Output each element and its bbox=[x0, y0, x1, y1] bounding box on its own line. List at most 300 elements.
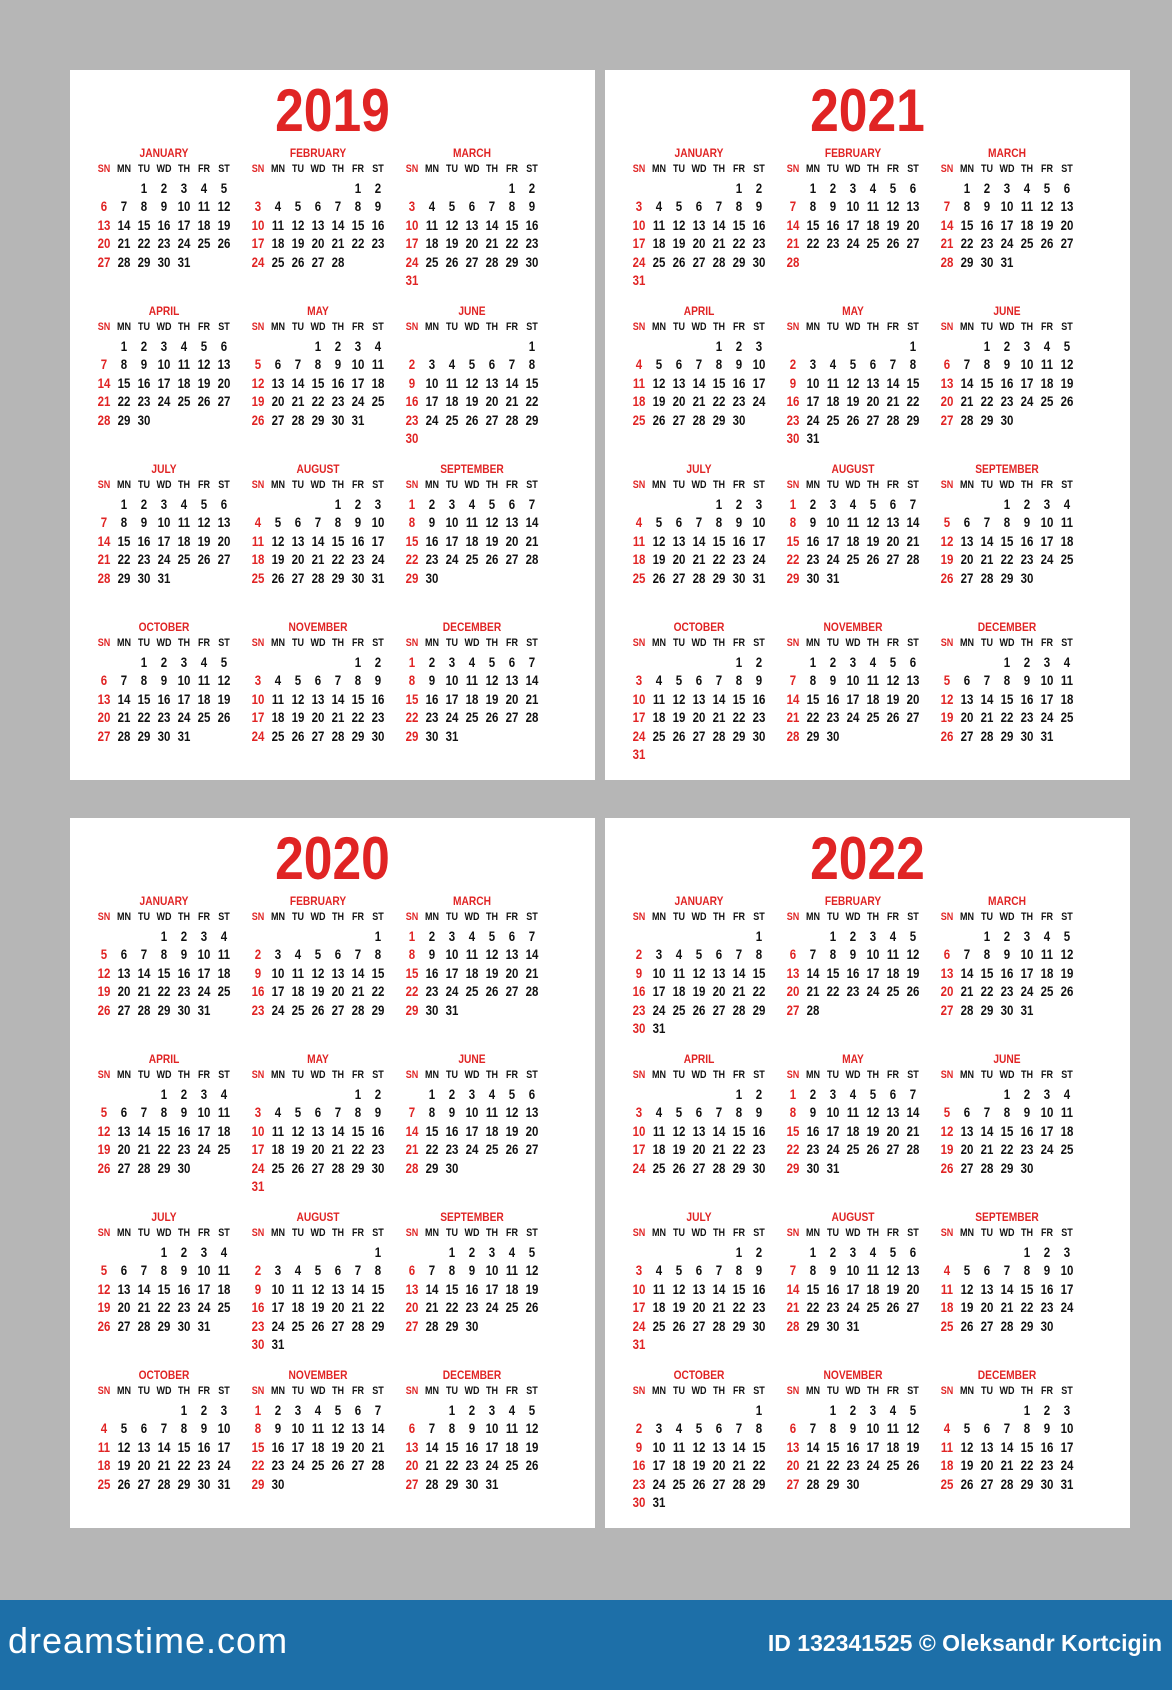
day-number: 17 bbox=[271, 983, 285, 999]
day-number: 9 bbox=[1023, 672, 1031, 688]
week-row bbox=[937, 1298, 1077, 1317]
day-number: 27 bbox=[485, 411, 499, 428]
day-number: 15 bbox=[732, 1122, 746, 1139]
month-block bbox=[248, 1368, 388, 1526]
weekday-label: ST bbox=[1061, 637, 1073, 649]
day-number: 29 bbox=[251, 1475, 265, 1492]
weekday-label: FR bbox=[351, 1069, 365, 1081]
weekday-label: ST bbox=[218, 1227, 230, 1239]
day-number: 7 bbox=[334, 672, 342, 688]
month-block bbox=[402, 1052, 542, 1210]
month-block bbox=[937, 620, 1077, 778]
day-number: 25 bbox=[1020, 235, 1034, 251]
day-number: 9 bbox=[428, 672, 436, 688]
day-number: 26 bbox=[960, 1475, 974, 1492]
week-row bbox=[94, 927, 234, 946]
day-number: 7 bbox=[488, 198, 496, 214]
day-number: 17 bbox=[1060, 1280, 1074, 1297]
empty-cell bbox=[651, 1243, 667, 1262]
day-number: 6 bbox=[695, 1104, 703, 1120]
day-number: 18 bbox=[672, 983, 686, 999]
day-number: 4 bbox=[635, 356, 643, 372]
day-number: 18 bbox=[866, 216, 880, 233]
day-number: 16 bbox=[826, 1280, 840, 1297]
week-row bbox=[94, 216, 234, 235]
empty-cell bbox=[424, 1401, 440, 1420]
day-number: 23 bbox=[177, 983, 191, 999]
day-number: 20 bbox=[351, 1438, 365, 1455]
day-number: 13 bbox=[712, 964, 726, 981]
day-number: 4 bbox=[869, 179, 877, 196]
day-number: 21 bbox=[886, 393, 900, 409]
weekday-label: TH bbox=[866, 911, 880, 923]
day-number: 16 bbox=[465, 1438, 479, 1455]
week-row bbox=[937, 671, 1077, 690]
day-number: 23 bbox=[1020, 709, 1034, 725]
empty-cell bbox=[631, 495, 647, 514]
day-number: 28 bbox=[712, 253, 726, 270]
day-number: 4 bbox=[675, 946, 683, 962]
day-number: 22 bbox=[445, 1457, 459, 1473]
day-number: 12 bbox=[197, 514, 211, 530]
day-number: 2 bbox=[180, 927, 188, 944]
day-number: 19 bbox=[960, 1457, 974, 1473]
day-number: 3 bbox=[160, 337, 168, 354]
day-number: 23 bbox=[732, 551, 746, 567]
day-number: 23 bbox=[465, 1299, 479, 1315]
day-number: 17 bbox=[217, 1438, 231, 1455]
weekday-label: SN bbox=[97, 163, 111, 175]
day-number: 30 bbox=[1020, 727, 1034, 744]
day-number: 25 bbox=[652, 1159, 666, 1176]
day-number: 20 bbox=[117, 983, 131, 999]
day-number: 6 bbox=[334, 1262, 342, 1278]
empty-cell bbox=[939, 179, 955, 198]
empty-cell bbox=[671, 1085, 687, 1104]
day-number: 20 bbox=[331, 1299, 345, 1315]
day-number: 6 bbox=[1063, 179, 1071, 196]
day-number: 6 bbox=[220, 495, 228, 512]
empty-cell bbox=[939, 1085, 955, 1104]
day-number: 21 bbox=[712, 235, 726, 251]
week-row bbox=[783, 1261, 923, 1280]
week-row bbox=[94, 253, 234, 272]
day-number: 30 bbox=[271, 1475, 285, 1492]
weekday-label: WD bbox=[310, 163, 326, 175]
day-number: 19 bbox=[1040, 216, 1054, 233]
day-number: 1 bbox=[528, 337, 536, 354]
day-number: 20 bbox=[1060, 216, 1074, 233]
day-number: 27 bbox=[786, 1475, 800, 1492]
weekday-label: WD bbox=[464, 1069, 480, 1081]
day-number: 9 bbox=[829, 198, 837, 214]
day-number: 15 bbox=[311, 374, 325, 391]
empty-cell bbox=[671, 653, 687, 672]
weekday-label: TH bbox=[485, 1227, 499, 1239]
weekday-label: TH bbox=[177, 1227, 191, 1239]
day-number: 13 bbox=[960, 1122, 974, 1139]
day-number: 19 bbox=[197, 374, 211, 391]
empty-cell bbox=[999, 1401, 1015, 1420]
day-number: 18 bbox=[652, 235, 666, 251]
day-number: 27 bbox=[271, 411, 285, 428]
day-number: 12 bbox=[866, 1104, 880, 1120]
day-number: 3 bbox=[1003, 179, 1011, 196]
day-number: 3 bbox=[200, 927, 208, 944]
day-number: 3 bbox=[448, 653, 456, 670]
day-number: 28 bbox=[137, 1159, 151, 1176]
day-number: 11 bbox=[271, 216, 285, 233]
day-number: 13 bbox=[712, 1438, 726, 1455]
empty-cell bbox=[845, 337, 861, 356]
day-number: 14 bbox=[692, 374, 706, 391]
day-number: 21 bbox=[980, 1141, 994, 1157]
weekday-label: TH bbox=[331, 637, 345, 649]
day-number: 28 bbox=[485, 253, 499, 270]
weekday-label: TH bbox=[485, 637, 499, 649]
day-number: 12 bbox=[445, 216, 459, 233]
day-number: 24 bbox=[652, 1001, 666, 1018]
day-number: 1 bbox=[334, 495, 342, 512]
day-number: 29 bbox=[445, 1475, 459, 1492]
week-row bbox=[937, 1475, 1077, 1494]
day-number: 21 bbox=[732, 1457, 746, 1473]
weekday-label: TU bbox=[291, 163, 305, 175]
day-number: 15 bbox=[732, 216, 746, 233]
empty-cell bbox=[979, 1085, 995, 1104]
week-row bbox=[629, 411, 769, 430]
day-number: 1 bbox=[374, 1243, 382, 1260]
empty-cell bbox=[939, 495, 955, 514]
week-row bbox=[629, 1438, 769, 1457]
month-block bbox=[402, 894, 542, 1052]
day-number: 9 bbox=[254, 1280, 262, 1297]
day-number: 6 bbox=[100, 198, 108, 214]
weekday-label: FR bbox=[1040, 637, 1054, 649]
day-number: 1 bbox=[120, 337, 128, 354]
day-number: 28 bbox=[137, 1317, 151, 1334]
weekday-label: SN bbox=[632, 1069, 646, 1081]
day-number: 7 bbox=[160, 1420, 168, 1436]
month-name: JUNE bbox=[993, 1052, 1021, 1066]
day-number: 20 bbox=[505, 532, 519, 549]
day-number: 15 bbox=[732, 1280, 746, 1297]
empty-cell bbox=[785, 1243, 801, 1262]
week-row bbox=[629, 1456, 769, 1475]
week-row bbox=[783, 374, 923, 393]
month-block bbox=[629, 1210, 769, 1368]
day-number: 1 bbox=[354, 1085, 362, 1102]
week-row bbox=[629, 1159, 769, 1178]
day-number: 20 bbox=[137, 1457, 151, 1473]
weekday-label: FR bbox=[732, 1385, 746, 1397]
day-number: 23 bbox=[425, 709, 439, 725]
day-number: 19 bbox=[271, 551, 285, 567]
day-number: 5 bbox=[909, 927, 917, 944]
day-number: 31 bbox=[197, 1001, 211, 1018]
day-number: 29 bbox=[157, 1317, 171, 1334]
day-number: 18 bbox=[846, 532, 860, 549]
day-number: 17 bbox=[632, 235, 646, 251]
day-number: 24 bbox=[632, 1159, 646, 1176]
week-row bbox=[248, 1456, 388, 1475]
day-number: 20 bbox=[980, 1457, 994, 1473]
day-number: 10 bbox=[846, 1262, 860, 1278]
day-number: 31 bbox=[806, 430, 820, 446]
day-number: 3 bbox=[755, 495, 763, 512]
day-number: 22 bbox=[1020, 1299, 1034, 1315]
empty-cell bbox=[290, 653, 306, 672]
day-number: 27 bbox=[217, 393, 231, 409]
weekday-label: WD bbox=[464, 1385, 480, 1397]
day-number: 17 bbox=[291, 1438, 305, 1455]
day-number: 10 bbox=[1020, 946, 1034, 962]
day-number: 6 bbox=[789, 1420, 797, 1436]
day-number: 13 bbox=[505, 946, 519, 962]
day-number: 7 bbox=[789, 1262, 797, 1278]
day-number: 22 bbox=[137, 709, 151, 725]
day-number: 9 bbox=[755, 1104, 763, 1120]
month-block bbox=[94, 1368, 234, 1526]
day-number: 9 bbox=[160, 672, 168, 688]
day-number: 31 bbox=[405, 272, 419, 288]
weekday-label: TH bbox=[866, 637, 880, 649]
day-number: 31 bbox=[826, 569, 840, 586]
weekday-label: TU bbox=[826, 321, 840, 333]
weekday-label: WD bbox=[156, 163, 172, 175]
weekday-label: TH bbox=[177, 637, 191, 649]
week-row bbox=[783, 392, 923, 411]
day-number: 8 bbox=[1003, 1104, 1011, 1120]
empty-cell bbox=[96, 1085, 112, 1104]
calendar-card-2 bbox=[70, 818, 595, 1528]
day-number: 1 bbox=[789, 495, 797, 512]
empty-cell bbox=[484, 179, 500, 198]
day-number: 24 bbox=[351, 393, 365, 409]
day-number: 11 bbox=[425, 216, 439, 233]
week-row bbox=[94, 179, 234, 198]
weekday-label: ST bbox=[372, 1227, 384, 1239]
weekday-label: TH bbox=[331, 1069, 345, 1081]
day-number: 23 bbox=[752, 235, 766, 251]
day-number: 29 bbox=[351, 1159, 365, 1176]
day-number: 26 bbox=[197, 393, 211, 409]
week-row bbox=[783, 945, 923, 964]
day-number: 22 bbox=[1000, 551, 1014, 567]
day-number: 27 bbox=[505, 709, 519, 725]
day-number: 9 bbox=[809, 514, 817, 530]
day-number: 1 bbox=[735, 1243, 743, 1260]
weekday-label: WD bbox=[310, 1385, 326, 1397]
week-row bbox=[402, 234, 542, 253]
day-number: 2 bbox=[755, 179, 763, 196]
empty-cell bbox=[290, 927, 306, 946]
day-number: 26 bbox=[672, 727, 686, 744]
empty-cell bbox=[270, 495, 286, 514]
day-number: 13 bbox=[311, 690, 325, 707]
day-number: 4 bbox=[889, 927, 897, 944]
day-number: 27 bbox=[672, 411, 686, 428]
day-number: 9 bbox=[528, 198, 536, 214]
weekday-label: TH bbox=[712, 163, 726, 175]
day-number: 6 bbox=[334, 946, 342, 962]
day-number: 28 bbox=[940, 253, 954, 270]
day-number: 10 bbox=[177, 672, 191, 688]
day-number: 26 bbox=[485, 983, 499, 999]
day-number: 25 bbox=[197, 235, 211, 251]
day-number: 19 bbox=[97, 1141, 111, 1157]
day-number: 22 bbox=[786, 551, 800, 567]
day-number: 28 bbox=[525, 551, 539, 567]
day-number: 6 bbox=[508, 495, 516, 512]
day-number: 28 bbox=[980, 727, 994, 744]
week-row bbox=[402, 1438, 542, 1457]
empty-cell bbox=[959, 1401, 975, 1420]
day-number: 21 bbox=[525, 964, 539, 981]
month-name: SEPTEMBER bbox=[440, 462, 504, 476]
day-number: 24 bbox=[1000, 235, 1014, 251]
month-block bbox=[783, 894, 923, 1052]
day-number: 24 bbox=[752, 551, 766, 567]
day-number: 28 bbox=[712, 1159, 726, 1176]
week-row bbox=[937, 945, 1077, 964]
day-number: 5 bbox=[675, 1262, 683, 1278]
weekday-label: MN bbox=[270, 1227, 286, 1239]
day-number: 12 bbox=[485, 672, 499, 688]
day-number: 9 bbox=[849, 1420, 857, 1436]
day-number: 11 bbox=[465, 514, 479, 530]
day-number: 25 bbox=[425, 253, 439, 270]
day-number: 21 bbox=[485, 235, 499, 251]
day-number: 22 bbox=[806, 235, 820, 251]
day-number: 30 bbox=[1020, 1159, 1034, 1176]
day-number: 24 bbox=[405, 253, 419, 270]
weekday-label: WD bbox=[999, 1069, 1015, 1081]
day-number: 30 bbox=[425, 1001, 439, 1018]
footer-bar bbox=[0, 1600, 1172, 1690]
day-number: 29 bbox=[311, 411, 325, 428]
weekday-label: TU bbox=[137, 163, 151, 175]
day-number: 20 bbox=[405, 1299, 419, 1315]
day-number: 30 bbox=[1040, 1475, 1054, 1492]
week-row bbox=[629, 1019, 769, 1038]
weekday-label: TU bbox=[980, 1069, 994, 1081]
day-number: 18 bbox=[291, 983, 305, 999]
week-row bbox=[402, 411, 542, 430]
day-number: 27 bbox=[331, 1317, 345, 1334]
day-number: 15 bbox=[826, 964, 840, 981]
day-number: 4 bbox=[943, 1420, 951, 1436]
day-number: 9 bbox=[374, 1104, 382, 1120]
day-number: 15 bbox=[786, 532, 800, 549]
day-number: 26 bbox=[886, 709, 900, 725]
day-number: 11 bbox=[505, 1262, 519, 1278]
day-number: 7 bbox=[789, 198, 797, 214]
day-number: 17 bbox=[271, 1299, 285, 1315]
day-number: 27 bbox=[117, 1001, 131, 1018]
day-number: 16 bbox=[826, 216, 840, 233]
day-number: 30 bbox=[251, 1336, 265, 1352]
day-number: 1 bbox=[755, 1401, 763, 1418]
day-number: 1 bbox=[140, 179, 148, 196]
week-row bbox=[937, 355, 1077, 374]
day-number: 11 bbox=[251, 532, 265, 549]
day-number: 12 bbox=[886, 198, 900, 214]
day-number: 5 bbox=[528, 1243, 536, 1260]
day-number: 27 bbox=[351, 1457, 365, 1473]
day-number: 20 bbox=[311, 709, 325, 725]
day-number: 31 bbox=[826, 1159, 840, 1176]
day-number: 21 bbox=[692, 551, 706, 567]
weekday-label: TU bbox=[826, 1069, 840, 1081]
day-number: 29 bbox=[117, 569, 131, 586]
weekday-label: WD bbox=[464, 637, 480, 649]
day-number: 7 bbox=[909, 495, 917, 512]
day-number: 19 bbox=[940, 709, 954, 725]
day-number: 15 bbox=[806, 216, 820, 233]
day-number: 12 bbox=[866, 514, 880, 530]
week-row bbox=[783, 411, 923, 430]
day-number: 12 bbox=[311, 964, 325, 981]
weekday-label: TH bbox=[331, 1227, 345, 1239]
day-number: 16 bbox=[525, 216, 539, 233]
day-number: 6 bbox=[314, 198, 322, 214]
day-number: 4 bbox=[1063, 1085, 1071, 1102]
day-number: 1 bbox=[374, 927, 382, 944]
day-number: 21 bbox=[505, 393, 519, 409]
day-number: 23 bbox=[846, 983, 860, 999]
day-number: 24 bbox=[271, 1001, 285, 1018]
day-number: 15 bbox=[445, 1280, 459, 1297]
day-number: 22 bbox=[712, 551, 726, 567]
day-number: 14 bbox=[331, 1122, 345, 1139]
weekday-label: WD bbox=[845, 1385, 861, 1397]
week-row bbox=[937, 690, 1077, 709]
day-number: 6 bbox=[983, 1262, 991, 1278]
day-number: 22 bbox=[117, 551, 131, 567]
day-number: 30 bbox=[371, 1159, 385, 1176]
empty-cell bbox=[671, 1401, 687, 1420]
day-number: 14 bbox=[786, 1280, 800, 1297]
day-number: 23 bbox=[632, 1475, 646, 1492]
week-row bbox=[783, 964, 923, 983]
weekday-header bbox=[629, 1066, 769, 1085]
week-row bbox=[248, 1298, 388, 1317]
day-number: 10 bbox=[826, 514, 840, 530]
weekday-label: FR bbox=[505, 1227, 519, 1239]
day-number: 18 bbox=[652, 1141, 666, 1157]
week-row bbox=[937, 550, 1077, 569]
calendar-card-0 bbox=[70, 70, 595, 780]
weekday-header bbox=[248, 634, 388, 653]
week-row bbox=[94, 708, 234, 727]
day-number: 1 bbox=[735, 179, 743, 196]
day-number: 14 bbox=[117, 690, 131, 707]
weekday-label: TH bbox=[712, 479, 726, 491]
empty-cell bbox=[116, 927, 132, 946]
day-number: 1 bbox=[1003, 1085, 1011, 1102]
day-number: 23 bbox=[157, 235, 171, 251]
weekday-label: WD bbox=[999, 911, 1015, 923]
day-number: 5 bbox=[943, 514, 951, 530]
weekday-label: WD bbox=[845, 321, 861, 333]
day-number: 7 bbox=[983, 672, 991, 688]
day-number: 16 bbox=[371, 690, 385, 707]
week-row bbox=[402, 253, 542, 272]
weekday-label: WD bbox=[691, 321, 707, 333]
day-number: 21 bbox=[331, 235, 345, 251]
day-number: 20 bbox=[672, 393, 686, 409]
